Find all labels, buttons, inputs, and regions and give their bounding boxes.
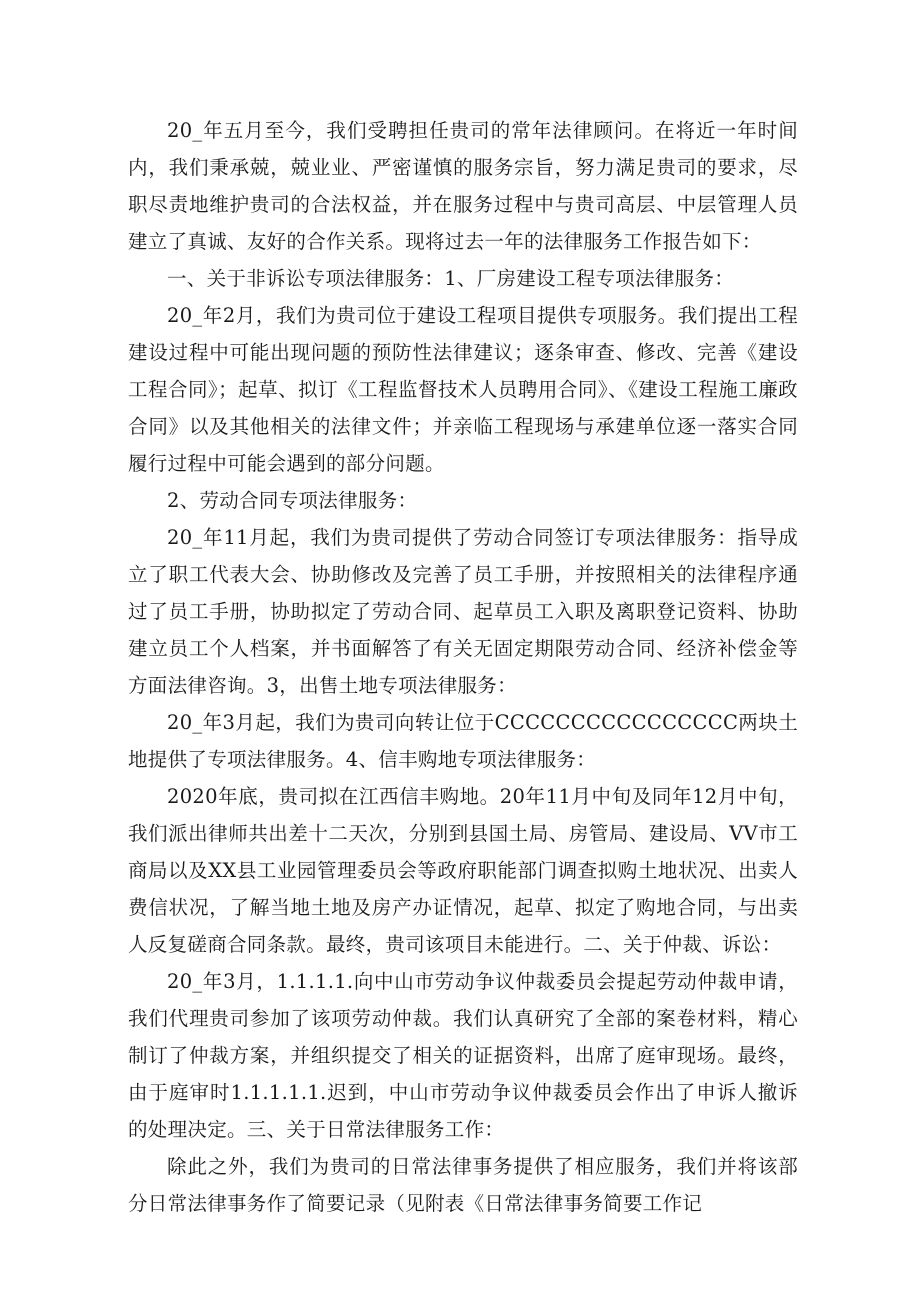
- document-body: [128, 112, 798, 1222]
- paragraph-factory-construction: 20_年2月，我们为贵司位于建设工程项目提供专项服务。我们提出工程建设过程中可能出现问题的预防性法律建议；逐条审查、修改、完善《建设工程合同》；起草、拟订《工程监督技术人员聘用合同》、《建设工程施工廉政合同》以及其他相关的法律文件；并亲临工程现场与承建单位逐一落实合同履行过程中可能会遇到的部分问题。: [128, 304, 798, 475]
- paragraph-land-sale: 20_年3月起，我们为贵司向转让位于CCCCCCCCCCCCCCCC两块土地提供了专项法律服务。4、信丰购地专项法律服务：: [128, 711, 798, 771]
- paragraph-labor-contract: 20_年11月起，我们为贵司提供了劳动合同签订专项法律服务：指导成立了职工代表大会、协助修改及完善了员工手册，并按照相关的法律程序通过了员工手册，协助拟定了劳动合同、起草员工入职及离职登记资料、协助建立员工个人档案，并书面解答了有关无固定期限劳动合同、经济补偿金等方面法律咨询。3，出售土地专项法律服务：: [128, 526, 798, 697]
- paragraph-labor-contract-heading: 2、劳动合同专项法律服务：: [167, 489, 418, 512]
- paragraph-arbitration: 20_年3月，1.1.1.1.向中山市劳动争议仲裁委员会提起劳动仲裁申请，我们代理贵司参加了该项劳动仲裁。我们认真研究了全部的案卷材料，精心制订了仲裁方案，并组织提交了相关的证据资料，出席了庭审现场。最终，由于庭审时1.1.1.1.1.迟到，中山市劳动争议仲裁委员会作出了申诉人撤诉的处理决定。三、关于日常法律服务工作：: [128, 970, 798, 1141]
- paragraph-daily-services: 除此之外，我们为贵司的日常法律事务提供了相应服务，我们并将该部分日常法律事务作了简要记录（见附表《日常法律事务简要工作记: [128, 1155, 798, 1215]
- paragraph-section-1-heading: 一、关于非诉讼专项法律服务：1、厂房建设工程专项法律服务：: [167, 267, 735, 290]
- paragraph-xinfeng-land: 2020年底，贵司拟在江西信丰购地。20年11月中旬及同年12月中旬，我们派出律师共出差十二天次，分别到县国土局、房管局、建设局、VV市工商局以及XX县工业园管理委员会等政府职能部门调查拟购土地状况、出卖人费信状况，了解当地土地及房产办证情况，起草、拟定了购地合同，与出卖人反复磋商合同条款。最终，贵司该项目未能进行。二、关于仲裁、诉讼：: [128, 785, 798, 956]
- paragraph-intro: 20_年五月至今，我们受聘担任贵司的常年法律顾问。在将近一年时间内，我们秉承兢，兢业业、严密谨慎的服务宗旨，努力满足贵司的要求，尽职尽责地维护贵司的合法权益，并在服务过程中与贵司高层、中层管理人员建立了真诚、友好的合作关系。现将过去一年的法律服务工作报告如下：: [128, 119, 798, 253]
